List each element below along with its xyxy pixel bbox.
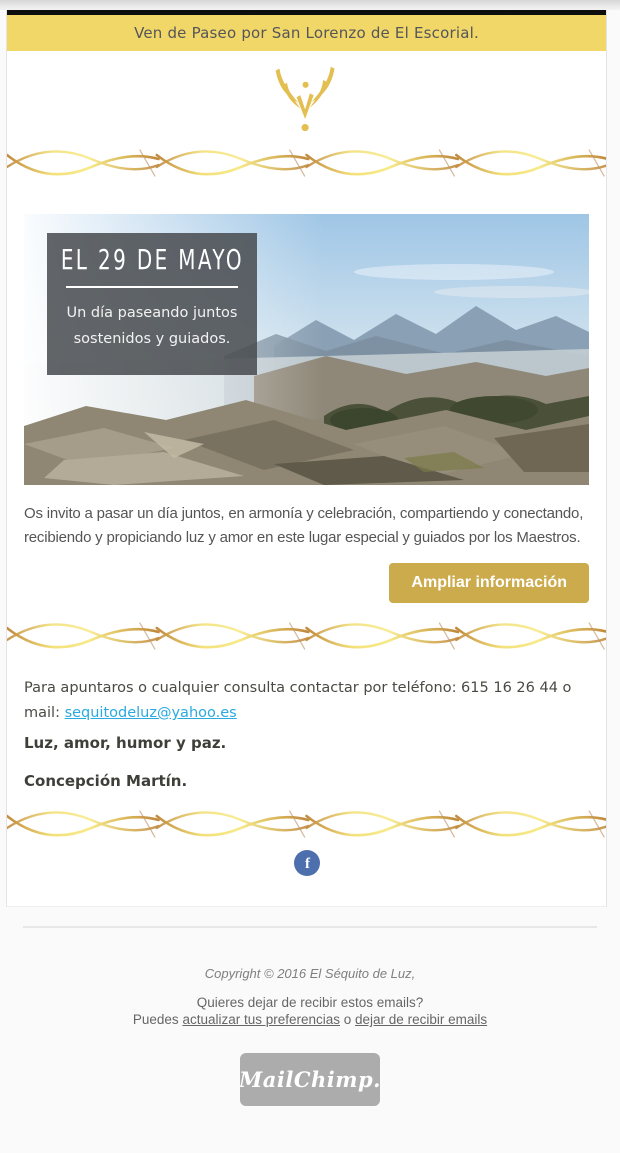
contact-tagline: Luz, amor, humor y paz.: [24, 734, 227, 752]
unsubscribe-link[interactable]: dejar de recibir emails: [355, 1012, 488, 1027]
gold-wave-divider: [7, 620, 606, 652]
hero-subtitle-line1: Un día paseando juntos: [66, 305, 238, 321]
cta-row: [24, 563, 589, 605]
footer-divider: [23, 926, 597, 928]
logo-block: [7, 51, 606, 147]
copyright-text: Copyright © 2016 El Séquito de Luz,: [204, 966, 416, 981]
hero-caption-panel: [47, 233, 257, 375]
update-preferences-link[interactable]: actualizar tus preferencias: [182, 1012, 341, 1027]
unsubscribe-links-line: Puedes actualizar tus preferencias o dejar de recibir emails: [132, 1012, 488, 1027]
contact-line2: mail: sequitodeluz@yahoo.es: [24, 705, 237, 721]
contact-section: [7, 652, 606, 794]
facebook-button[interactable]: [294, 850, 320, 876]
hero-image: [24, 214, 589, 485]
preheader-bar: [7, 15, 606, 51]
facebook-icon: f: [305, 855, 310, 872]
footer: [0, 926, 620, 1106]
unsubscribe-question: Quieres dejar de recibir estos emails?: [196, 995, 424, 1010]
hero-title: EL 29 DE MAYO: [60, 244, 244, 276]
window-top-shadow: [0, 0, 620, 10]
email-body-card: [6, 10, 607, 907]
intro-paragraph: Os invito a pasar un día juntos, en armonía y celebración, compartiendo y conectando, recibiendo y propiciando luz y amor en este lugar especial y guiados por los Maestros.: [24, 505, 584, 546]
social-row: [7, 850, 606, 906]
preheader-title: Ven de Paseo por San Lorenzo de El Escorial.: [134, 24, 479, 42]
mailchimp-badge[interactable]: [240, 1053, 380, 1106]
contact-line1: Para apuntaros o cualquier consulta contactar por teléfono: 615 16 26 44 o: [24, 680, 572, 696]
cta-button[interactable]: Ampliar información: [389, 563, 589, 603]
gold-wave-divider: [7, 808, 606, 840]
mailchimp-logo-text: MailChimp.: [239, 1067, 381, 1092]
contact-email-link[interactable]: sequitodeluz@yahoo.es: [64, 705, 237, 721]
gold-wave-divider: [7, 147, 606, 179]
sequito-de-luz-logo-icon: [269, 61, 345, 144]
hero-subtitle-line2: sostenidos y guiados.: [73, 331, 231, 347]
hero-divider-line: [66, 286, 238, 288]
contact-signature: Concepción Martín.: [24, 772, 188, 790]
main-content: [7, 214, 606, 605]
